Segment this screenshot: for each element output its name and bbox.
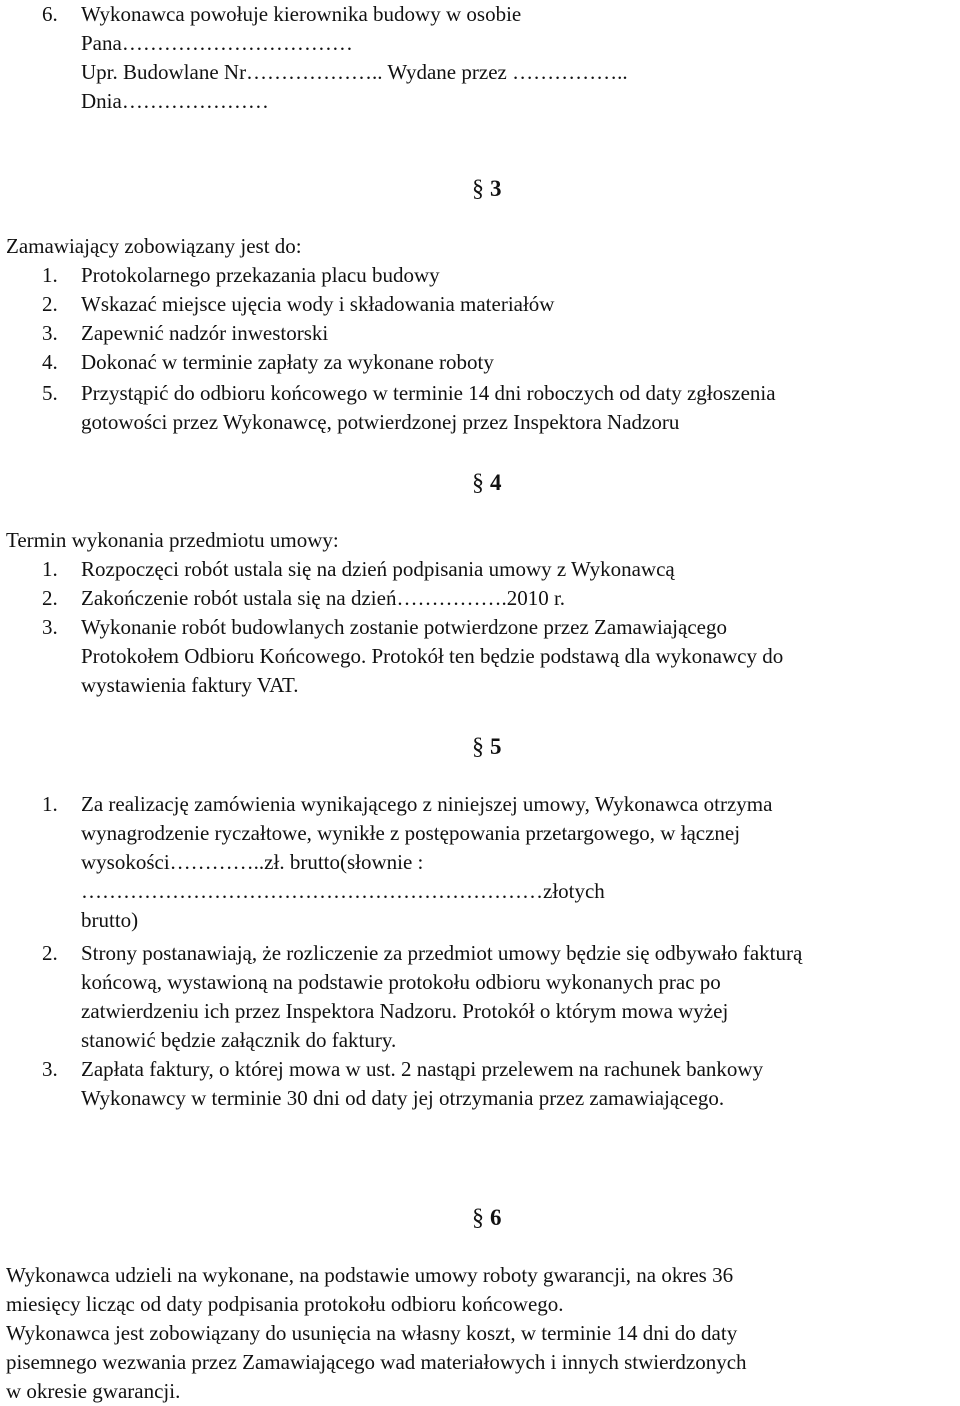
section-heading-6 xyxy=(472,1203,502,1233)
list-item-text: Dokonać w terminie zapłaty za wykonane roboty xyxy=(81,350,494,374)
list-item-text: Strony postanawiają, że rozliczenie za przedmiot umowy będzie się odbywało fakturą xyxy=(81,941,803,965)
list-item-text: wysokości…………..zł. brutto(słownie : xyxy=(81,850,424,874)
list-item-text: gotowości przez Wykonawcę, potwierdzonej przez Inspektora Nadzoru xyxy=(81,410,680,434)
list-item-text: Wykonanie robót budowlanych zostanie potwierdzone przez Zamawiającego xyxy=(81,615,727,639)
section-number: 6 xyxy=(490,1205,502,1230)
section-number: 3 xyxy=(490,176,502,201)
list-number: 5. xyxy=(42,381,58,405)
list-number: 3. xyxy=(42,615,58,639)
list-item-text: …………………………………………………………złotych xyxy=(81,879,605,903)
list-item-text: Protokołem Odbioru Końcowego. Protokół ten będzie podstawą dla wykonawcy do xyxy=(81,644,784,668)
list-item-text: brutto) xyxy=(81,908,139,932)
list-item-text: Wykonawca powołuje kierownika budowy w osobie xyxy=(81,2,522,26)
list-item-text: Rozpoczęci robót ustala się na dzień podpisania umowy z Wykonawcą xyxy=(81,557,675,581)
section-symbol: § xyxy=(472,734,484,760)
list-number: 6. xyxy=(42,2,58,26)
list-number: 1. xyxy=(42,557,58,581)
list-item-text: wynagrodzenie ryczałtowe, wynikłe z postępowania przetargowego, w łącznej xyxy=(81,821,741,845)
list-item-text: Za realizację zamówienia wynikającego z niniejszej umowy, Wykonawca otrzyma xyxy=(81,792,773,816)
list-item-text: Zapewnić nadzór inwestorski xyxy=(81,321,329,345)
list-item-text: wystawienia faktury VAT. xyxy=(81,673,299,697)
section-number: 5 xyxy=(490,734,502,759)
list-item-text: Protokolarnego przekazania placu budowy xyxy=(81,263,440,287)
list-item-text: Wykonawcy w terminie 30 dni od daty jej otrzymania przez zamawiającego. xyxy=(81,1086,725,1110)
section-symbol: § xyxy=(472,470,484,496)
list-number: 1. xyxy=(42,263,58,287)
section-heading-4 xyxy=(472,468,502,498)
section-heading-3 xyxy=(472,174,502,204)
section-symbol: § xyxy=(472,1205,484,1231)
paragraph-line: Wykonawca jest zobowiązany do usunięcia na własny koszt, w terminie 14 dni do daty xyxy=(6,1321,738,1345)
list-number: 4. xyxy=(42,350,58,374)
section-heading-5 xyxy=(472,732,502,762)
section-number: 4 xyxy=(490,470,502,495)
paragraph-line: w okresie gwarancji. xyxy=(6,1379,181,1403)
list-item-text: Upr. Budowlane Nr……………….. Wydane przez …………….. xyxy=(81,60,628,84)
paragraph-line: pisemnego wezwania przez Zamawiającego wad materiałowych i innych stwierdzonych xyxy=(6,1350,747,1374)
paragraph-line: miesięcy licząc od daty podpisania protokołu odbioru końcowego. xyxy=(6,1292,564,1316)
list-item-text: stanowić będzie załącznik do faktury. xyxy=(81,1028,397,1052)
list-number: 2. xyxy=(42,292,58,316)
list-item-text: Dnia………………… xyxy=(81,89,269,113)
list-item-text: Wskazać miejsce ujęcia wody i składowania materiałów xyxy=(81,292,555,316)
list-item-text: końcową, wystawioną na podstawie protokołu odbioru wykonanych prac po xyxy=(81,970,721,994)
list-number: 1. xyxy=(42,792,58,816)
list-number: 2. xyxy=(42,941,58,965)
paragraph-line: Wykonawca udzieli na wykonane, na podstawie umowy roboty gwarancji, na okres 36 xyxy=(6,1263,734,1287)
list-item-text: Pana…………………………… xyxy=(81,31,353,55)
list-item-text: Zakończenie robót ustala się na dzień…………….2010 r. xyxy=(81,586,566,610)
section-intro: Termin wykonania przedmiotu umowy: xyxy=(6,528,339,552)
section-intro: Zamawiający zobowiązany jest do: xyxy=(6,234,302,258)
list-number: 3. xyxy=(42,1057,58,1081)
list-number: 3. xyxy=(42,321,58,345)
list-item-text: Zapłata faktury, o której mowa w ust. 2 nastąpi przelewem na rachunek bankowy xyxy=(81,1057,764,1081)
list-number: 2. xyxy=(42,586,58,610)
section-symbol: § xyxy=(472,176,484,202)
list-item-text: Przystąpić do odbioru końcowego w terminie 14 dni roboczych od daty zgłoszenia xyxy=(81,381,776,405)
list-item-text: zatwierdzeniu ich przez Inspektora Nadzoru. Protokół o którym mowa wyżej xyxy=(81,999,729,1023)
